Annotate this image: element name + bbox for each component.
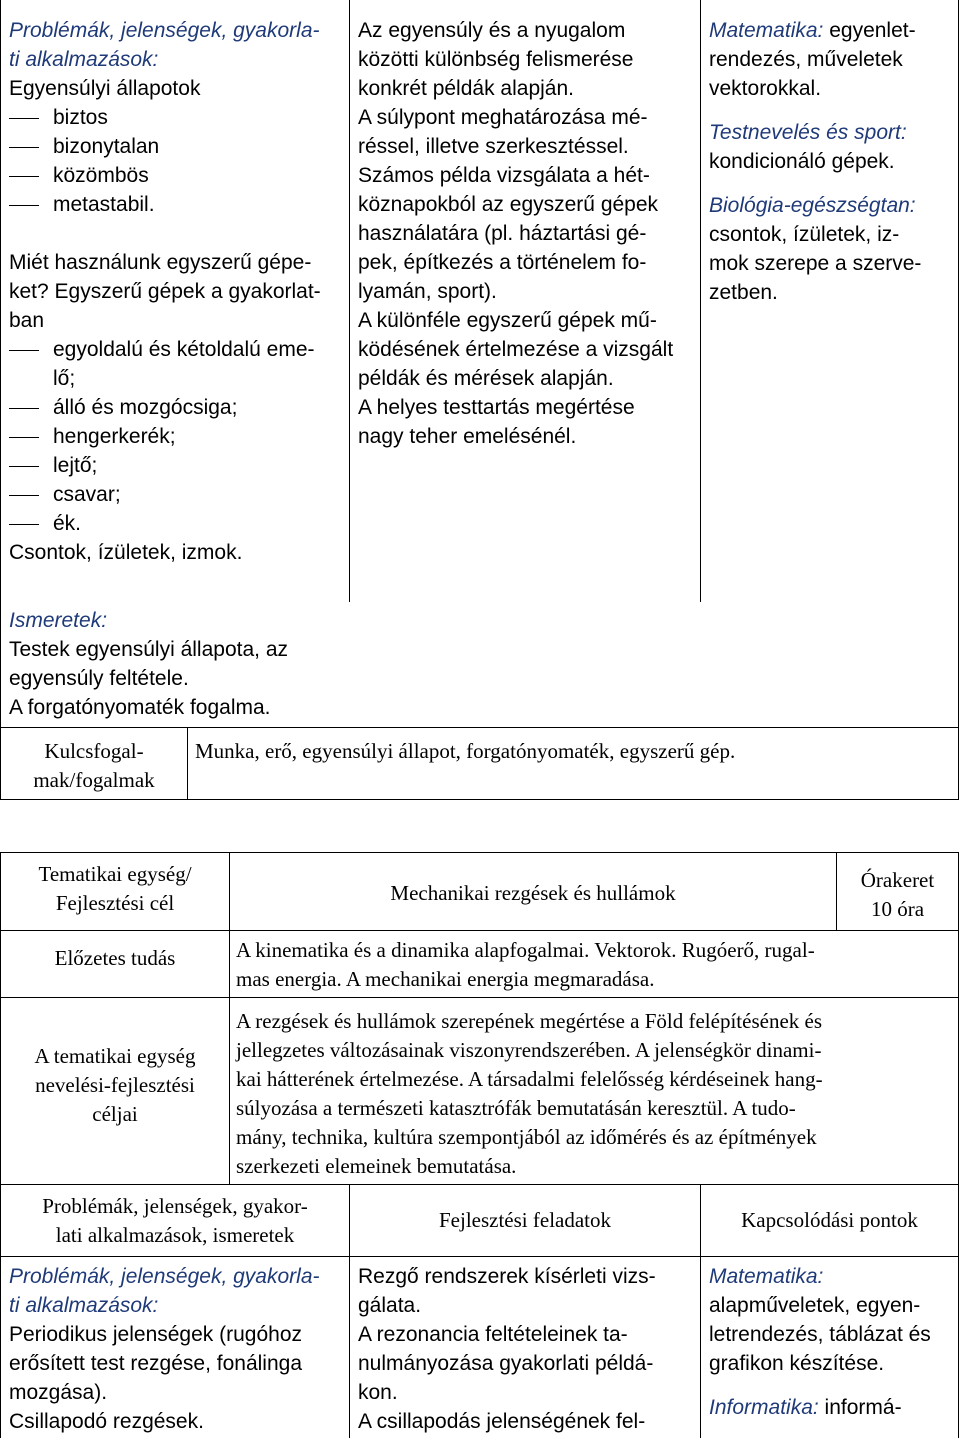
math-connection: Matematika: egyenlet- [709,19,916,42]
list-item-continuation: lő; [53,367,76,390]
text-line: A forgatónyomaték fogalma. [9,696,271,719]
text-line: konkrét példák alapján. [358,77,574,100]
text-line: ködésének értelmezése a vizsgált [358,338,674,361]
problems-heading-line: Problémák, jelenségek, gyakorla- [9,19,320,42]
text-line: Számos példa vizsgálata a hét- [358,164,650,187]
text-line: rendezés, műveletek [709,48,903,71]
knowledge-block [9,606,709,722]
column-header-connections [701,1206,958,1235]
text-line: lati alkalmazások, ismeretek [55,1223,295,1247]
text-line: Csillapodó rezgések. [9,1410,204,1433]
text-line: alapműveletek, egyen- [709,1294,921,1317]
list-item: egyoldalú és kétoldalú eme- [9,335,344,364]
text-line: A súlypont meghatározása mé- [358,106,648,129]
text-line: letrendezés, táblázat és [709,1323,931,1346]
tasks-cell [358,1262,696,1436]
goals-label [1,1042,229,1129]
text-line: Miét használunk egyszerű gépe- [9,251,312,274]
text-line: jellegzetes változásainak viszonyrendszerében. A jelenségkör dinami- [236,1038,822,1062]
problems-heading [9,16,344,74]
math-label: Matematika: [709,1265,824,1288]
text-line: Fejlesztési cél [55,891,175,915]
text-line: Rezgő rendszerek kísérleti vizs- [358,1265,656,1288]
text-line: nevelési-fejlesztési [35,1073,195,1097]
hours-label: Órakeret [860,868,935,892]
list-item: közömbös [9,161,344,190]
text-line: Problémák, jelenségek, gyakor- [42,1194,308,1218]
text-line: réssel, illetve szerkesztéssel. [358,135,629,158]
list-item: csavar; [9,480,344,509]
text-line: A különféle egyszerű gépek mű- [358,309,657,332]
list-item: bizonytalan [9,132,344,161]
bones-text: Csontok, ízületek, izmok. [9,541,243,564]
text-line: közötti különbség felismerése [358,48,634,71]
key-concepts-label [4,737,184,795]
list-item: hengerkerék; [9,422,344,451]
text-line: A rezgések és hullámok szerepének megértése a Föld felépítésének és [236,1009,823,1033]
text-line: lyamán, sport). [358,280,497,303]
text-line: ket? Egyszerű gépek a gyakorlat- [9,280,321,303]
text-line: szerkezeti elemeinek bemutatása. [236,1154,517,1178]
list-item: álló és mozgócsiga; [9,393,344,422]
unit-label [1,860,229,918]
list-item: metastabil. [9,190,344,219]
text-line: Előzetes tudás [54,946,176,970]
column-header-problems [1,1192,349,1250]
text-line: kon. [358,1381,398,1404]
text-line: köznapokból az egyszerű gépek [358,193,659,216]
goals-text [236,1007,952,1181]
text-line: vektorokkal. [709,77,822,100]
informatics-connection: Informatika: informá- [709,1396,902,1419]
equilibrium-title: Egyensúlyi állapotok [9,77,201,100]
text-line: Munka, erő, egyensúlyi állapot, forgatónyomaték, egyszerű gép. [195,739,736,763]
problems-heading-line: ti alkalmazások: [9,48,159,71]
knowledge-heading: Ismeretek: [9,609,108,632]
text-line: mány, technika, kultúra szempontjából az időmérés és az építmények [236,1125,817,1149]
list-item: lejtő; [9,451,344,480]
list-item: ék. [9,509,344,538]
text-line: mak/fogalmak [33,768,155,792]
text-line: Fejlesztési feladatok [438,1208,612,1232]
list-item: biztos [9,103,344,132]
text-line: nagy teher emelésénél. [358,425,577,448]
text-line: használatára (pl. háztartási gé- [358,222,647,245]
text-line: mozgása). [9,1381,108,1404]
text-line: kondicionáló gépek. [709,150,895,173]
text-line: nulmányozása gyakorlati példá- [358,1352,654,1375]
text-line: erősített test rezgése, fonálinga [9,1352,303,1375]
key-concepts-value [195,737,955,766]
text-line: Mechanikai rezgések és hullámok [390,881,676,905]
text-line: A rezonancia feltételeinek ta- [358,1323,628,1346]
problems-column [9,16,344,567]
text-line: mas energia. A mechanikai energia megmaradása. [236,967,655,991]
problems-cell [9,1262,347,1436]
text-line: céljai [92,1102,138,1126]
text-line: Az egyensúly és a nyugalom [358,19,626,42]
equilibrium-list [9,103,344,219]
text-line: ban [9,309,45,332]
unit-title [230,879,836,908]
text-line: Tematikai egység/ [38,862,192,886]
connections-column [709,16,954,307]
text-line: Kulcsfogal- [44,739,144,763]
prior-knowledge-label [1,944,229,973]
why-paragraph [9,248,344,335]
text-line: Testek egyensúlyi állapota, az [9,638,288,661]
problems-heading-line: Problémák, jelenségek, gyakorla- [9,1265,320,1288]
column-header-tasks [350,1206,700,1235]
text-line: gálata. [358,1294,422,1317]
text-line: A helyes testtartás megértése [358,396,635,419]
machines-list [9,335,344,538]
problems-heading-line: ti alkalmazások: [9,1294,159,1317]
text-line: Periodikus jelenségek (rugóhoz [9,1323,303,1346]
text-line: zetben. [709,281,778,304]
pe-label: Testnevelés és sport: [709,121,907,144]
connections-cell [709,1262,954,1422]
text-line: egyensúly feltétele. [9,667,189,690]
text-line: példák és mérések alapján. [358,367,614,390]
text-line: Kapcsolódási pontok [741,1208,918,1232]
hours-cell [837,866,958,924]
text-line: A csillapodás jelenségének fel- [358,1410,646,1433]
text-line: A tematikai egység [34,1044,196,1068]
bio-label: Biológia-egészségtan: [709,194,916,217]
development-tasks-column [358,16,696,451]
text-line: kai hátterének értelmezése. A társadalmi felelősség kérdéseinek hang- [236,1067,823,1091]
prior-knowledge-text [236,936,952,994]
text-line: súlyozása a természeti katasztrófák bemutatásán keresztül. A tudo- [236,1096,796,1120]
text-line: mok szerepe a szerve- [709,252,922,275]
text-line: grafikon készítése. [709,1352,885,1375]
text-line: pek, építkezés a történelem fo- [358,251,647,274]
hours-value: 10 óra [870,897,925,921]
text-line: A kinematika és a dinamika alapfogalmai. Vektorok. Rugóerő, rugal- [236,938,815,962]
text-line: csontok, ízületek, iz- [709,223,900,246]
